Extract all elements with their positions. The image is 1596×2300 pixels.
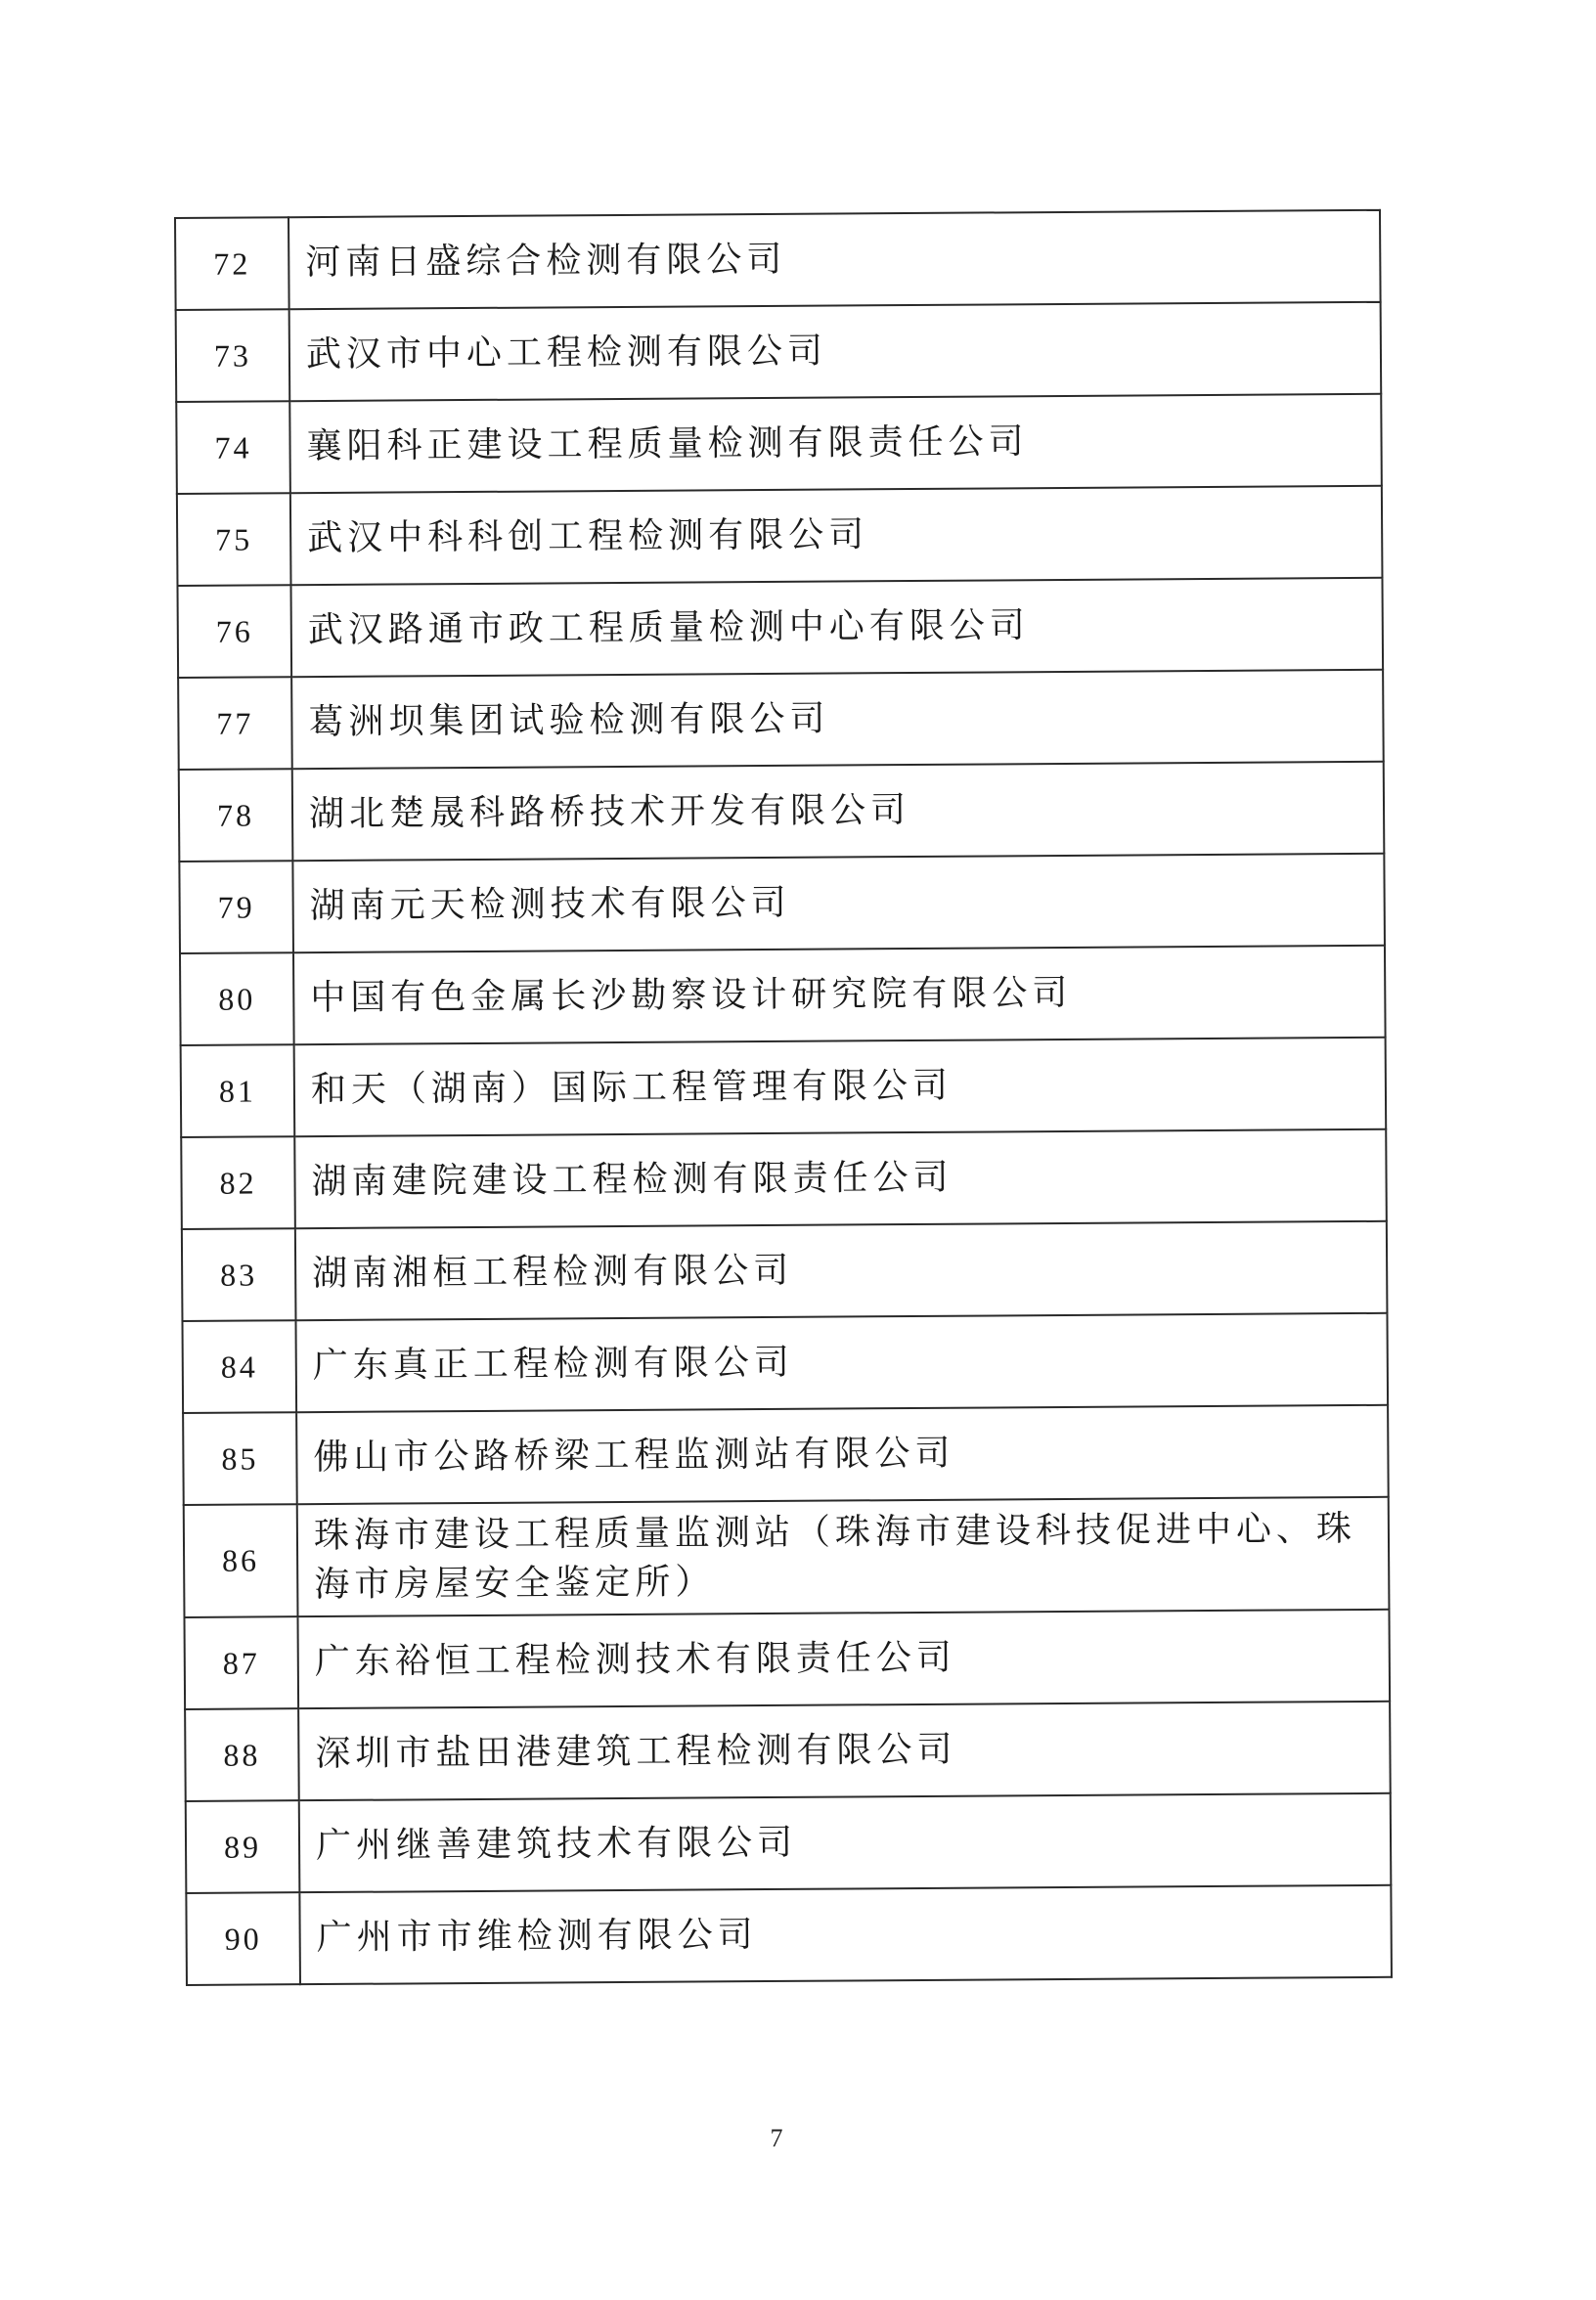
row-number: 79 [179,861,293,953]
company-name: 武汉市中心工程检测有限公司 [289,302,1382,401]
row-number: 84 [182,1320,296,1413]
company-name: 珠海市建设工程质量监测站（珠海市建设科技促进中心、珠海市房屋安全鉴定所） [297,1497,1390,1616]
table-row [183,1405,1389,1505]
table-row [181,1038,1387,1137]
row-number: 77 [178,677,292,770]
company-name: 葛洲坝集团试验检测有限公司 [291,670,1384,769]
table-row [181,1129,1387,1229]
row-number: 73 [176,309,290,402]
row-number: 80 [180,952,294,1045]
table-row [185,1702,1391,1801]
company-name: 广东裕恒工程检测技术有限责任公司 [297,1610,1390,1708]
company-name: 襄阳科正建设工程质量检测有限责任公司 [289,394,1382,493]
row-number: 82 [181,1136,295,1229]
table-row [182,1221,1388,1321]
company-name: 佛山市公路桥梁工程监测站有限公司 [296,1405,1389,1504]
table-row [178,578,1384,678]
company-name: 中国有色金属长沙勘察设计研究院有限公司 [293,946,1386,1044]
table-row [176,302,1382,402]
row-number: 88 [185,1708,299,1801]
table-row [184,1497,1390,1617]
table-row [184,1610,1390,1709]
company-name: 湖南建院建设工程检测有限责任公司 [294,1129,1387,1228]
page-number: 7 [770,2124,783,2152]
row-number: 85 [183,1412,297,1505]
row-number: 89 [186,1800,300,1893]
company-name: 湖南元天检测技术有限公司 [292,854,1385,952]
row-number: 81 [181,1044,295,1137]
table-row [179,762,1385,862]
company-name: 河南日盛综合检测有限公司 [288,210,1381,309]
row-number: 86 [184,1504,298,1617]
table-row [186,1793,1392,1893]
table-row [175,210,1381,310]
company-name: 广州市市维检测有限公司 [299,1885,1392,1984]
row-number: 87 [184,1616,298,1709]
company-table [174,209,1393,1986]
row-number: 90 [186,1892,300,1985]
company-name: 湖南湘桓工程检测有限公司 [295,1221,1388,1320]
table-row [179,854,1385,953]
table-row [182,1313,1388,1413]
row-number: 72 [175,217,289,310]
company-name: 和天（湖南）国际工程管理有限公司 [294,1038,1387,1136]
row-number: 83 [182,1228,296,1321]
company-name: 湖北楚晟科路桥技术开发有限公司 [292,762,1385,861]
row-number: 78 [179,769,293,862]
company-name: 广州继善建筑技术有限公司 [299,1793,1392,1892]
table-row [186,1885,1392,1985]
table-row [176,394,1382,494]
row-number: 74 [176,401,290,494]
table-row [178,670,1384,770]
row-number: 76 [178,585,292,678]
row-number: 75 [177,493,291,586]
company-name: 广东真正工程检测有限公司 [295,1313,1388,1412]
company-name: 武汉路通市政工程质量检测中心有限公司 [290,578,1383,677]
table-row [180,946,1386,1045]
company-name: 武汉中科科创工程检测有限公司 [290,486,1383,585]
table-row [177,486,1383,586]
company-name: 深圳市盐田港建筑工程检测有限公司 [298,1702,1391,1800]
